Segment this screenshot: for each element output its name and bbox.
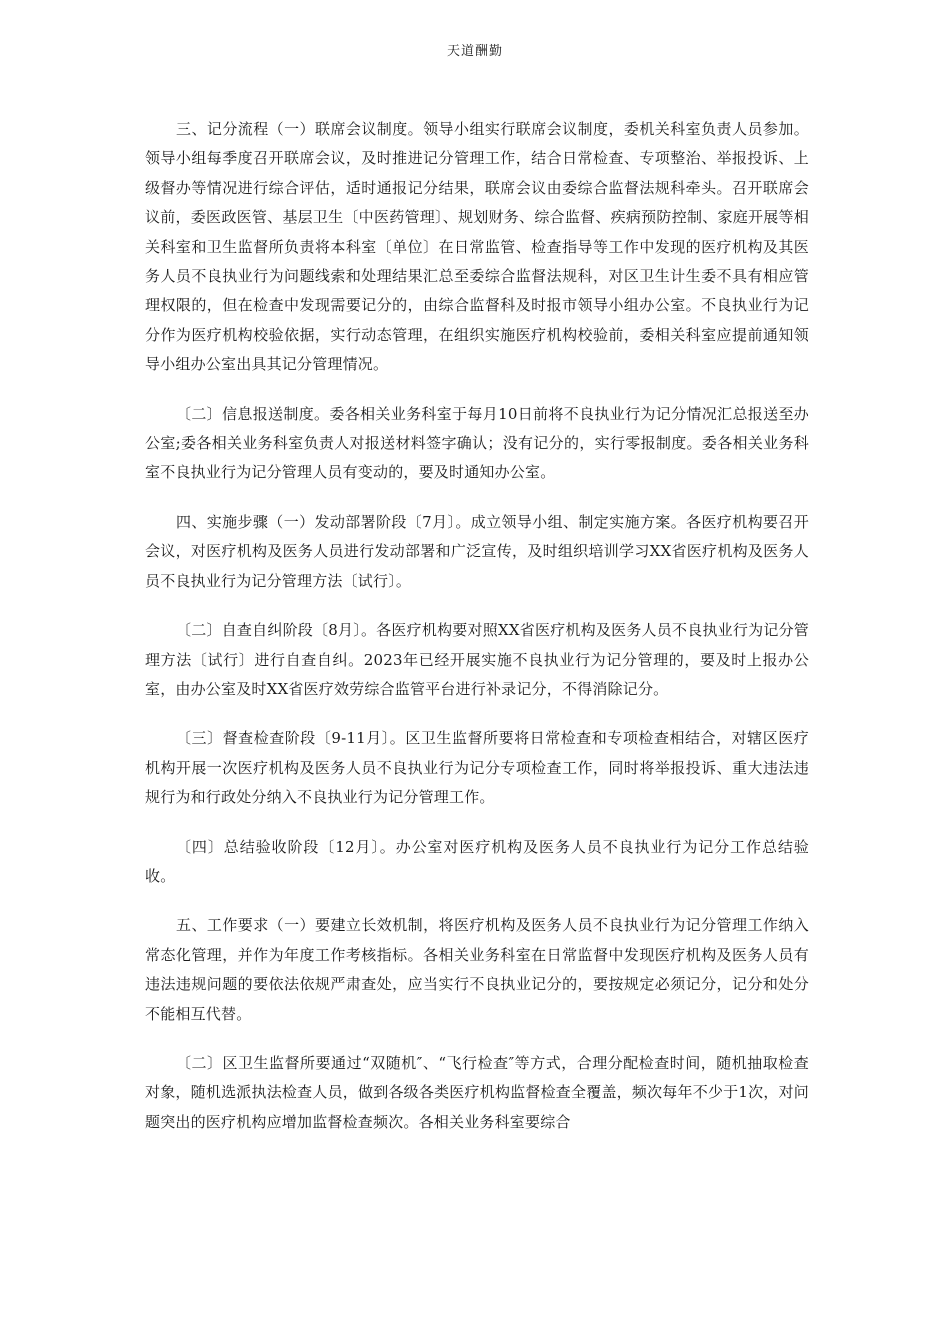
paragraph-summary-acceptance: 〔四〕总结验收阶段〔12月〕。办公室对医疗机构及医务人员不良执业行为记分工作总结验收。	[145, 837, 809, 885]
paragraph-supervision-inspection: 〔三〕督查检查阶段〔9-11月〕。区卫生监督所要将日常检查和专项检查相结合，对辖区医疗机构开展一次医疗机构及医务人员不良执业行为记分专项检查工作，同时将举报投诉、重大违法违规行为和行政处分纳入不良执业行为记分管理工作。	[145, 729, 809, 807]
document-body	[145, 115, 809, 1157]
paragraph-random-inspection: 〔二〕区卫生监督所要通过“双随机″、“飞行检查″等方式，合理分配检查时间，随机抽取检查对象，随机选派执法检查人员，做到各级各类医疗机构监督检查全覆盖，频次每年不少于1次，对问题突出的医疗机构应增加监督检查频次。各相关业务科室要综合	[145, 1053, 809, 1131]
paragraph-scoring-process: 三、记分流程（一）联席会议制度。领导小组实行联席会议制度，委机关科室负责人员参加。领导小组每季度召开联席会议，及时推进记分管理工作，结合日常检查、专项整治、举报投诉、上级督办等情况进行综合评估，适时通报记分结果，联席会议由委综合监督法规科牵头。召开联席会议前，委医政医管、基层卫生〔中医药管理〕、规划财务、综合监督、疾病预防控制、家庭开展等相关科室和卫生监督所负责将本科室〔单位〕在日常监管、检查指导等工作中发现的医疗机构及其医务人员不良执业行为问题线索和处理结果汇总至委综合监督法规科，对区卫生计生委不具有相应管理权限的，但在检查中发现需要记分的，由综合监督科及时报市领导小组办公室。不良执业行为记分作为医疗机构校验依据，实行动态管理，在组织实施医疗机构校验前，委相关科室应提前通知领导小组办公室出具其记分管理情况。	[145, 120, 809, 374]
page-header: 天道酬勤	[446, 44, 503, 59]
paragraph-self-inspection: 〔二〕自查自纠阶段〔8月〕。各医疗机构要对照XX省医疗机构及医务人员不良执业行为记分管理方法〔试行〕进行自查自纠。2023年已经开展实施不良执业行为记分管理的，要及时上报办公室，由办公室及时XX省医疗效劳综合监管平台进行补录记分，不得消除记分。	[145, 621, 809, 698]
paragraph-work-requirements: 五、工作要求（一）要建立长效机制，将医疗机构及医务人员不良执业行为记分管理工作纳入常态化管理，并作为年度工作考核指标。各相关业务科室在日常监督中发现医疗机构及医务人员有违法违规问题的要依法依规严肃查处，应当实行不良执业记分的，要按规定必须记分，记分和处分不能相互代替。	[145, 916, 809, 1023]
paragraph-implementation-steps: 四、实施步骤（一）发动部署阶段〔7月〕。成立领导小组、制定实施方案。各医疗机构要召开会议，对医疗机构及医务人员进行发动部署和广泛宣传，及时组织培训学习XX省医疗机构及医务人员不良执业行为记分管理方法〔试行〕。	[145, 512, 809, 590]
paragraph-info-reporting: 〔二〕信息报送制度。委各相关业务科室于每月10日前将不良执业行为记分情况汇总报送至办公室;委各相关业务科室负责人对报送材料签字确认；没有记分的，实行零报制度。委各相关业务科室不良执业行为记分管理人员有变动的，要及时通知办公室。	[145, 404, 809, 482]
